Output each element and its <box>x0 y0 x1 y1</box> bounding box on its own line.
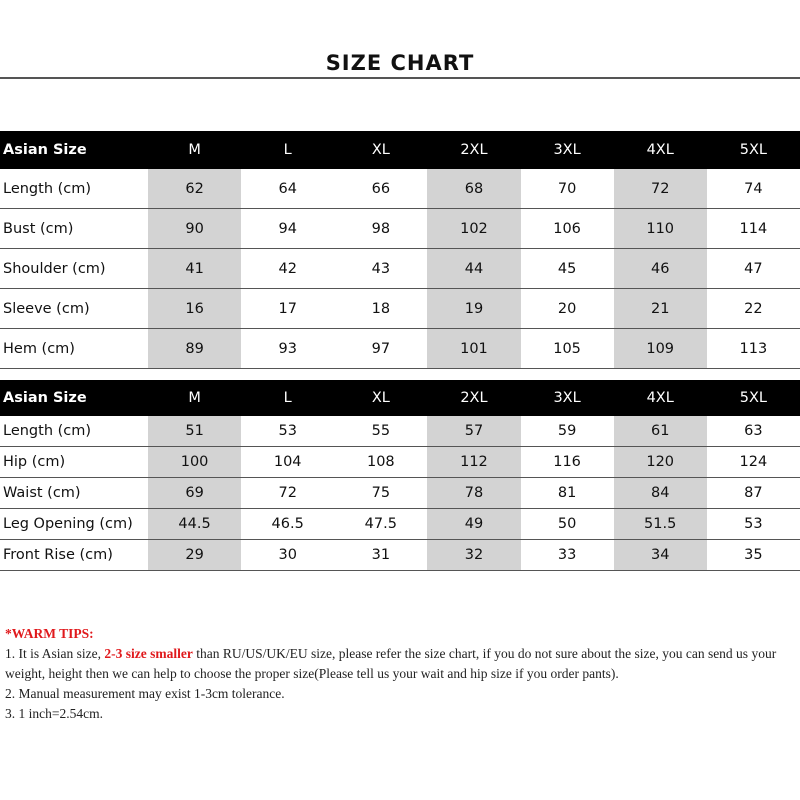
table-cell: 43 <box>334 249 427 289</box>
row-label: Length (cm) <box>0 169 148 209</box>
table-cell: 20 <box>521 289 614 329</box>
table-cell: 72 <box>614 169 707 209</box>
table-row <box>0 509 800 540</box>
table-cell: 64 <box>241 169 334 209</box>
table-cell: 68 <box>427 169 520 209</box>
table-cell: 61 <box>614 416 707 447</box>
row-label: Leg Opening (cm) <box>0 509 148 540</box>
header-cell: 4XL <box>614 380 707 416</box>
table-cell: 84 <box>614 478 707 509</box>
header-cell: 4XL <box>614 131 707 169</box>
table-cell: 46 <box>614 249 707 289</box>
table-cell: 97 <box>334 329 427 369</box>
table-cell: 17 <box>241 289 334 329</box>
table-cell: 114 <box>707 209 800 249</box>
table-cell: 51.5 <box>614 509 707 540</box>
table-cell: 106 <box>521 209 614 249</box>
header-cell: M <box>148 380 241 416</box>
row-label: Shoulder (cm) <box>0 249 148 289</box>
header-cell: 3XL <box>521 380 614 416</box>
table-cell: 34 <box>614 540 707 571</box>
table-cell: 75 <box>334 478 427 509</box>
table-cell: 21 <box>614 289 707 329</box>
table-header-row <box>0 380 800 416</box>
table-cell: 30 <box>241 540 334 571</box>
table-cell: 32 <box>427 540 520 571</box>
header-cell: 5XL <box>707 380 800 416</box>
table-cell: 78 <box>427 478 520 509</box>
table-cell: 22 <box>707 289 800 329</box>
table-row <box>0 249 800 289</box>
table-cell: 33 <box>521 540 614 571</box>
table-row <box>0 329 800 369</box>
table-cell: 109 <box>614 329 707 369</box>
table-cell: 42 <box>241 249 334 289</box>
table-cell: 51 <box>148 416 241 447</box>
header-cell: M <box>148 131 241 169</box>
pants-size-table <box>0 380 800 571</box>
table-row <box>0 540 800 571</box>
table-cell: 108 <box>334 447 427 478</box>
table-row <box>0 416 800 447</box>
tops-size-table <box>0 131 800 369</box>
tip-1-prefix: 1. It is Asian size, <box>5 646 105 661</box>
warm-tips-title: *WARM TIPS: <box>5 626 94 641</box>
table-cell: 72 <box>241 478 334 509</box>
table-cell: 59 <box>521 416 614 447</box>
header-cell: 2XL <box>427 131 520 169</box>
table-cell: 55 <box>334 416 427 447</box>
row-label: Bust (cm) <box>0 209 148 249</box>
table-cell: 47.5 <box>334 509 427 540</box>
table-cell: 44.5 <box>148 509 241 540</box>
row-label: Hip (cm) <box>0 447 148 478</box>
table-cell: 89 <box>148 329 241 369</box>
table-row <box>0 289 800 329</box>
table-row <box>0 478 800 509</box>
table-cell: 100 <box>148 447 241 478</box>
table-cell: 124 <box>707 447 800 478</box>
table-cell: 47 <box>707 249 800 289</box>
table-cell: 102 <box>427 209 520 249</box>
table-row <box>0 209 800 249</box>
table-cell: 16 <box>148 289 241 329</box>
table-cell: 49 <box>427 509 520 540</box>
title-divider <box>0 77 800 79</box>
table-cell: 31 <box>334 540 427 571</box>
header-cell: Asian Size <box>0 380 148 416</box>
title-block <box>0 48 800 88</box>
table-cell: 62 <box>148 169 241 209</box>
tip-1 <box>5 644 797 684</box>
table-cell: 110 <box>614 209 707 249</box>
header-cell: 5XL <box>707 131 800 169</box>
row-label: Length (cm) <box>0 416 148 447</box>
header-cell: L <box>241 131 334 169</box>
table-row <box>0 447 800 478</box>
page-title: SIZE CHART <box>325 51 475 75</box>
table-cell: 35 <box>707 540 800 571</box>
table-cell: 90 <box>148 209 241 249</box>
table-cell: 120 <box>614 447 707 478</box>
header-cell: L <box>241 380 334 416</box>
row-label: Waist (cm) <box>0 478 148 509</box>
table-cell: 19 <box>427 289 520 329</box>
table-cell: 66 <box>334 169 427 209</box>
table-cell: 41 <box>148 249 241 289</box>
table-cell: 69 <box>148 478 241 509</box>
table-header-row <box>0 131 800 169</box>
table-cell: 112 <box>427 447 520 478</box>
table-cell: 45 <box>521 249 614 289</box>
warm-tips <box>5 624 797 724</box>
row-label: Front Rise (cm) <box>0 540 148 571</box>
tip-3: 3. 1 inch=2.54cm. <box>5 706 103 721</box>
table-cell: 53 <box>707 509 800 540</box>
header-cell: XL <box>334 380 427 416</box>
tip-1-suffix: than RU/US/UK/EU size, please refer the size chart, if you do not sure about the size, you can send us your weight, height then we can help to choose the proper size(Please tell us your wait and hip size if you order pants). <box>5 646 777 681</box>
header-cell: XL <box>334 131 427 169</box>
table-cell: 57 <box>427 416 520 447</box>
table-cell: 87 <box>707 478 800 509</box>
header-cell: 3XL <box>521 131 614 169</box>
table-cell: 44 <box>427 249 520 289</box>
header-cell: Asian Size <box>0 131 148 169</box>
table-cell: 63 <box>707 416 800 447</box>
table-cell: 70 <box>521 169 614 209</box>
table-cell: 93 <box>241 329 334 369</box>
row-label: Hem (cm) <box>0 329 148 369</box>
header-cell: 2XL <box>427 380 520 416</box>
table-cell: 74 <box>707 169 800 209</box>
table-cell: 116 <box>521 447 614 478</box>
table-cell: 53 <box>241 416 334 447</box>
table-cell: 94 <box>241 209 334 249</box>
table-cell: 29 <box>148 540 241 571</box>
table-cell: 46.5 <box>241 509 334 540</box>
table-cell: 18 <box>334 289 427 329</box>
row-label: Sleeve (cm) <box>0 289 148 329</box>
table-cell: 98 <box>334 209 427 249</box>
tip-2: 2. Manual measurement may exist 1-3cm tolerance. <box>5 686 285 701</box>
table-cell: 101 <box>427 329 520 369</box>
table-cell: 81 <box>521 478 614 509</box>
table-row <box>0 169 800 209</box>
table-cell: 105 <box>521 329 614 369</box>
tip-1-highlight: 2-3 size smaller <box>104 646 193 661</box>
table-cell: 50 <box>521 509 614 540</box>
table-cell: 113 <box>707 329 800 369</box>
table-cell: 104 <box>241 447 334 478</box>
